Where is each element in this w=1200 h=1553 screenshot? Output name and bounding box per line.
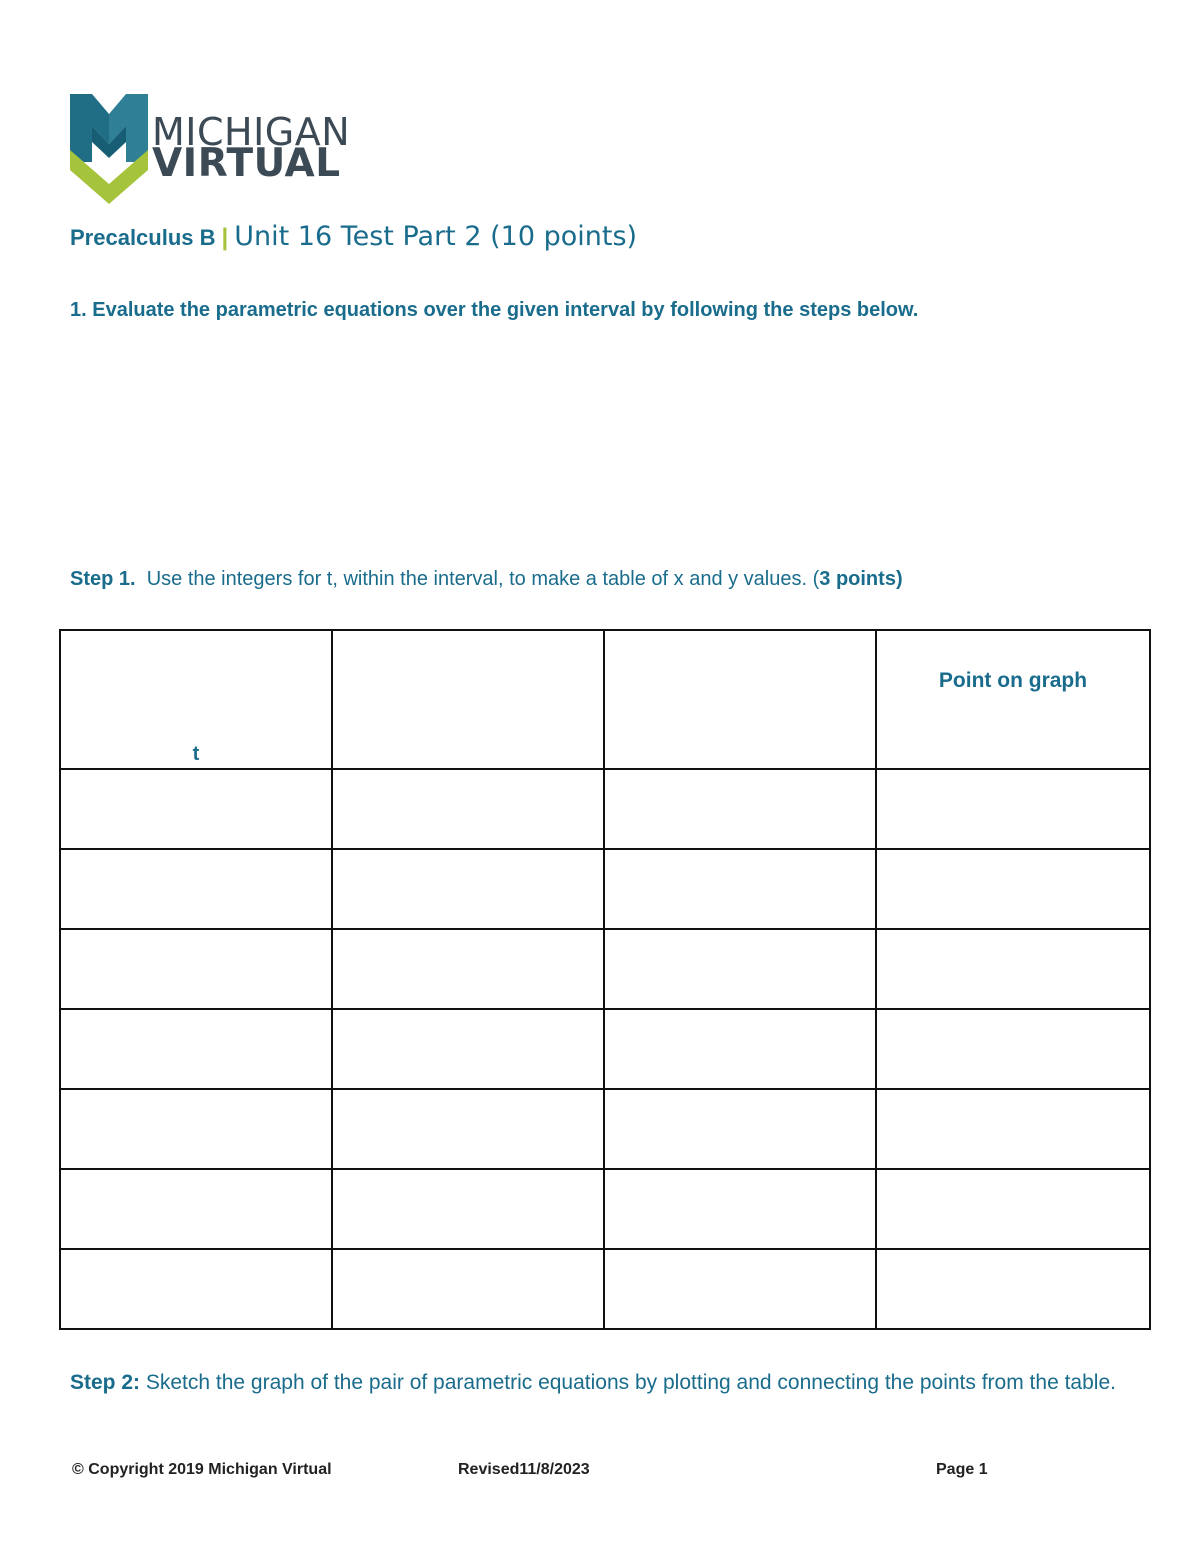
table-cell[interactable] bbox=[876, 1089, 1150, 1169]
table-cell[interactable] bbox=[332, 1089, 604, 1169]
table-cell[interactable] bbox=[332, 1009, 604, 1089]
step-2-label: Step 2: bbox=[70, 1371, 141, 1394]
page-title bbox=[70, 220, 637, 252]
step-1-instruction bbox=[70, 568, 903, 591]
table-cell[interactable] bbox=[604, 1249, 876, 1329]
footer-revised-date: Revised11/8/2023 bbox=[458, 1461, 590, 1478]
table-cell[interactable] bbox=[60, 1169, 332, 1249]
header-cell-x[interactable] bbox=[332, 630, 604, 769]
table-cell[interactable] bbox=[604, 1169, 876, 1249]
table-cell[interactable] bbox=[876, 1009, 1150, 1089]
table-row bbox=[60, 849, 1150, 929]
step-2-instruction bbox=[70, 1364, 1130, 1402]
table-cell[interactable] bbox=[604, 929, 876, 1009]
table-cell[interactable] bbox=[332, 929, 604, 1009]
table-row bbox=[60, 1089, 1150, 1169]
table-cell[interactable] bbox=[604, 849, 876, 929]
table-cell[interactable] bbox=[876, 1169, 1150, 1249]
table-header-row bbox=[60, 630, 1150, 769]
table-row bbox=[60, 1169, 1150, 1249]
logo-wordmark-top: MICHIGAN bbox=[152, 110, 351, 154]
step-1-close: ) bbox=[895, 568, 903, 590]
step-1-label: Step 1. bbox=[70, 568, 136, 590]
course-name: Precalculus B bbox=[70, 225, 216, 250]
header-cell-y[interactable] bbox=[604, 630, 876, 769]
step-1-points: 3 points bbox=[819, 568, 896, 590]
table-cell[interactable] bbox=[60, 1089, 332, 1169]
table-cell[interactable] bbox=[60, 1009, 332, 1089]
table-cell[interactable] bbox=[60, 769, 332, 849]
table-cell[interactable] bbox=[332, 769, 604, 849]
table-cell[interactable] bbox=[876, 849, 1150, 929]
table-cell[interactable] bbox=[876, 1249, 1150, 1329]
table-cell[interactable] bbox=[604, 1089, 876, 1169]
table-cell[interactable] bbox=[60, 929, 332, 1009]
header-cell-t: t bbox=[60, 630, 332, 769]
table-cell[interactable] bbox=[332, 1169, 604, 1249]
header-cell-point-on-graph: Point on graph bbox=[876, 630, 1150, 769]
unit-title: Unit 16 Test Part 2 (10 points) bbox=[234, 221, 638, 252]
table-row bbox=[60, 1009, 1150, 1089]
table-cell[interactable] bbox=[604, 1009, 876, 1089]
table-row bbox=[60, 769, 1150, 849]
footer-copyright: © Copyright 2019 Michigan Virtual bbox=[72, 1461, 332, 1478]
values-table bbox=[59, 629, 1151, 1330]
footer-page-number: Page 1 bbox=[936, 1461, 988, 1478]
table-row bbox=[60, 929, 1150, 1009]
table-cell[interactable] bbox=[60, 849, 332, 929]
step-1-text: Use the integers for t, within the interval, to make a table of x and y values. ( bbox=[146, 568, 820, 590]
title-separator: | bbox=[221, 224, 229, 251]
logo-wordmark-bottom: VIRTUAL bbox=[152, 141, 341, 186]
table-cell[interactable] bbox=[60, 1249, 332, 1329]
table-row bbox=[60, 1249, 1150, 1329]
step-2-text: Sketch the graph of the pair of parametric equations by plotting and connecting the points from the table. bbox=[145, 1371, 1116, 1394]
table-cell[interactable] bbox=[876, 769, 1150, 849]
table-cell[interactable] bbox=[876, 929, 1150, 1009]
question-1-prompt: 1. Evaluate the parametric equations over the given interval by following the steps below. bbox=[70, 299, 919, 321]
table-cell[interactable] bbox=[332, 849, 604, 929]
table-cell[interactable] bbox=[332, 1249, 604, 1329]
table-cell[interactable] bbox=[604, 769, 876, 849]
